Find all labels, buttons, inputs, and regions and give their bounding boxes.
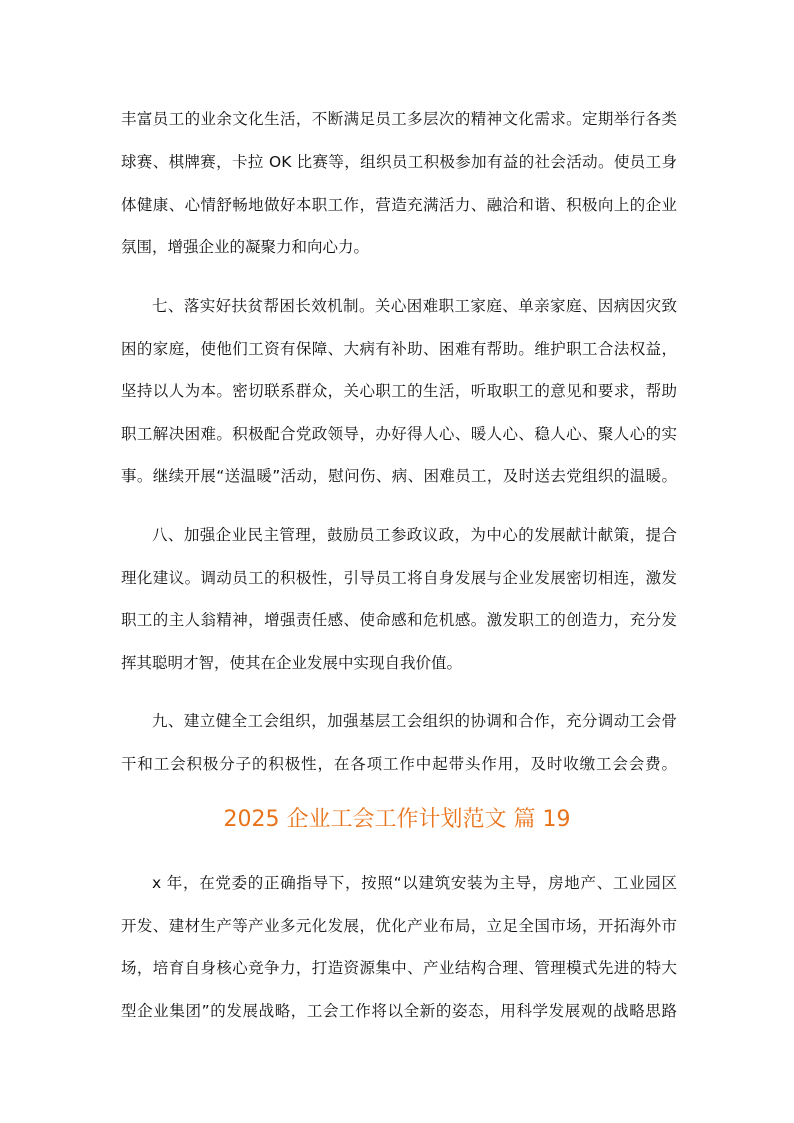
text-line: 丰富员工的业余文化生活，不断满足员工多层次的精神文化需求。定期举行各类 <box>121 110 677 128</box>
text-line: 挥其聪明才智，使其在企业发展中实现自我价值。 <box>121 654 463 672</box>
text-line: 困的家庭，使他们工资有保障、大病有补助、困难有帮助。维护职工合法权益， <box>121 340 677 358</box>
text-line: 开发、建材生产等产业多元化发展，优化产业布局，立足全国市场，开拓海外市 <box>121 917 677 935</box>
text-line: 场，培育自身核心竞争力，打造资源集中、产业结构合理、管理模式先进的特大 <box>121 959 677 977</box>
text-line: 体健康、心情舒畅地做好本职工作，营造充满活力、融洽和谐、积极向上的企业 <box>121 196 677 214</box>
text-line: 九、建立健全工会组织，加强基层工会组织的协调和合作，充分调动工会骨 <box>152 712 677 730</box>
text-line: 氛围，增强企业的凝聚力和向心力。 <box>121 238 370 256</box>
text-line: 职工解决困难。积极配合党政领导，办好得人心、暖人心、稳人心、聚人心的实 <box>121 425 677 443</box>
text-line: 球赛、棋牌赛，卡拉 OK 比赛等，组织员工积极参加有益的社会活动。使员工身 <box>121 153 677 171</box>
text-line: 坚持以人为本。密切联系群众，关心职工的生活，听取职工的意见和要求，帮助 <box>121 382 677 400</box>
text-line: 型企业集团”的发展战略，工会工作将以全新的姿态，用科学发展观的战略思路 <box>121 1002 677 1020</box>
text-line: 理化建议。调动员工的积极性，引导员工将自身发展与企业发展密切相连，激发 <box>121 569 677 587</box>
text-line: 七、落实好扶贫帮困长效机制。关心困难职工家庭、单亲家庭、因病因灾致 <box>152 297 677 315</box>
text-line: 事。继续开展“送温暖”活动，慰问伤、病、困难员工，及时送去党组织的温暖。 <box>121 467 677 485</box>
text-line: 八、加强企业民主管理，鼓励员工参政议政，为中心的发展献计献策，提合 <box>152 526 677 544</box>
text-line: x 年，在党委的正确指导下，按照“以建筑安装为主导，房地产、工业园区 <box>152 874 677 892</box>
text-line: 干和工会积极分子的积极性，在各项工作中起带头作用，及时收缴工会会费。 <box>121 755 677 773</box>
section-heading: 2025 企业工会工作计划范文 篇 19 <box>223 807 571 832</box>
text-line: 职工的主人翁精神，增强责任感、使命感和危机感。激发职工的创造力，充分发 <box>121 611 677 629</box>
